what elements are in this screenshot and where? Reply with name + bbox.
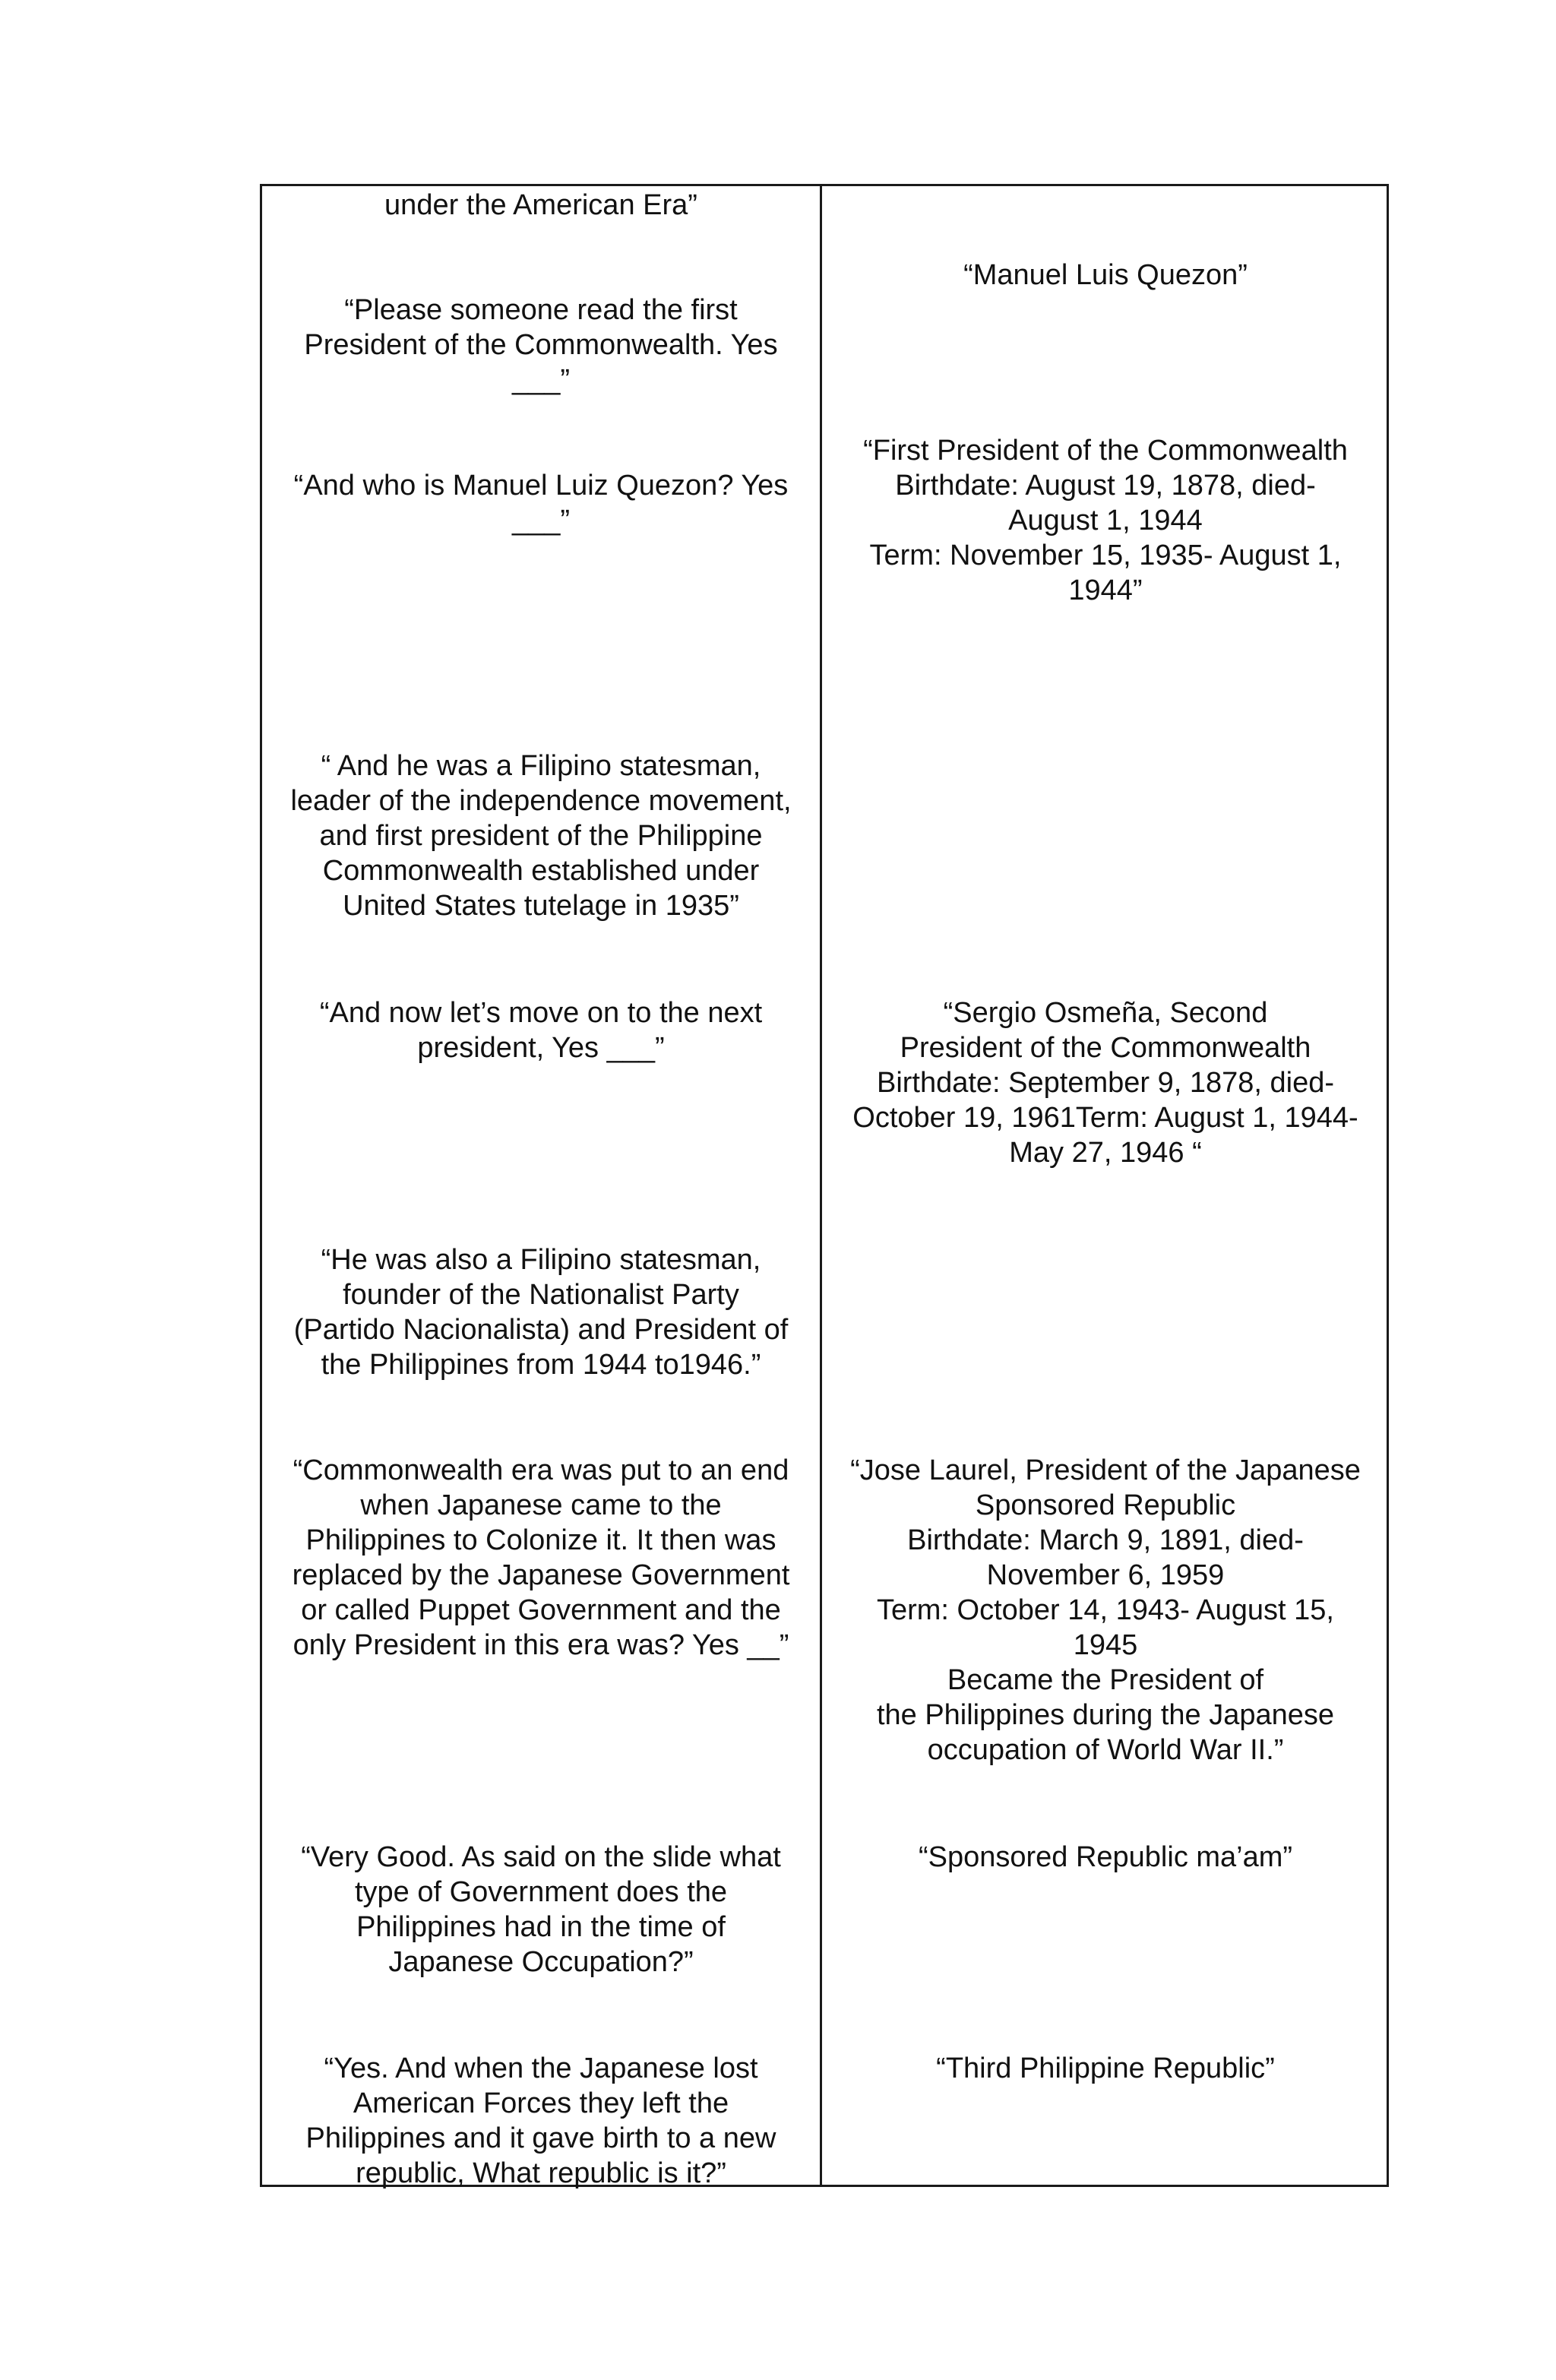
teacher-line-osmena-bio: “He was also a Filipino statesman, founder of the Nationalist Party (Partido Nacionalista) and President of the Philippines from 1944 to1946.” <box>293 1244 789 1381</box>
teacher-line-american-era: under the American Era” <box>384 189 697 221</box>
teacher-line-japanese-era: “Commonwealth era was put to an end when Japanese came to the Philippines to Colonize it. It then was replaced by the Japanese Government or called Puppet Government and the only President in this era was? Yes __” <box>292 1454 790 1661</box>
teacher-line-new-republic: “Yes. And when the Japanese lost American Forces they left the Philippines and it gave birth to a new republic, What republic is it?” <box>305 2052 776 2189</box>
student-answer-third-republic: “Third Philippine Republic” <box>936 2052 1275 2084</box>
column-divider <box>820 186 822 2185</box>
teacher-line-first-president-prompt: “Please someone read the first President of the Commonwealth. Yes ___” <box>304 294 778 396</box>
student-answer-quezon: “Manuel Luis Quezon” <box>963 259 1248 291</box>
student-answer-laurel: “Jose Laurel, President of the Japanese Sponsored Republic Birthdate: March 9, 1891, died- November 6, 1959 Term: October 14, 1943- August 15, 1945 Became the President of the Philippines during the Japanese occupation of World War II.” <box>850 1454 1361 1766</box>
teacher-line-government-type: “Very Good. As said on the slide what type of Government does the Philippines had in the time of Japanese Occupation?” <box>301 1841 781 1978</box>
teacher-line-next-president: “And now let’s move on to the next president, Yes ___” <box>319 997 763 1064</box>
student-answer-quezon-details: “First President of the Commonwealth Birthdate: August 19, 1878, died- August 1, 1944 Term: November 15, 1935- August 1, 1944” <box>863 435 1348 606</box>
student-answer-osmena: “Sergio Osmeña, Second President of the Commonwealth Birthdate: September 9, 1878, died- October 19, 1961Term: August 1, 1944- May 27, 1946 “ <box>852 997 1358 1169</box>
student-answer-sponsored-republic: “Sponsored Republic ma’am” <box>918 1841 1293 1873</box>
teacher-line-quezon-bio: “ And he was a Filipino statesman, leader of the independence movement, and first president of the Philippine Commonwealth established under United States tutelage in 1935” <box>290 750 792 922</box>
dialogue-table <box>260 184 1389 2187</box>
teacher-line-who-is-quezon: “And who is Manuel Luiz Quezon? Yes ___” <box>293 470 789 536</box>
